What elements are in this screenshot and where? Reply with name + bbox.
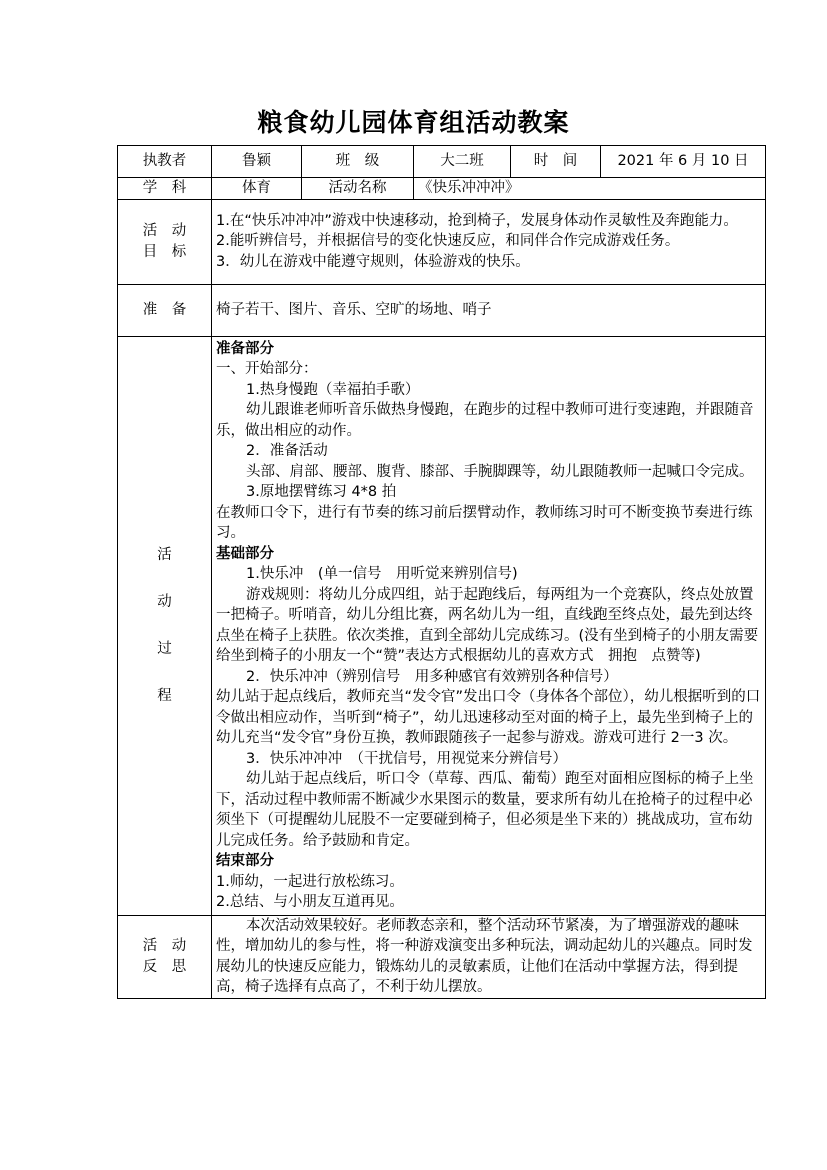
goal-item: 1.在“快乐冲冲冲”游戏中快速移动，抢到椅子，发展身体动作灵敏性及奔跑能力。	[216, 212, 738, 229]
process-label-char: 动	[157, 594, 172, 610]
table-row-header-info	[118, 146, 766, 178]
teacher-value: 鲁颖	[212, 146, 302, 178]
time-label: 时 间	[511, 146, 601, 178]
step-text: 游戏规则：将幼儿分成四组，站于起跑线后，每两组为一个竞赛队，终点处放置一把椅子。听哨音，幼儿分组比赛，两名幼儿为一组，直线跑至终点处，最先到达终点坐在椅子上获胜。依次类推，直到全部幼儿完成练习。(没有坐到椅子的小朋友需要给坐到椅子的小朋友一个“赞”表达方式根据幼儿的喜欢方式 拥抱 点赞等)	[216, 586, 759, 664]
prep-content: 椅子若干、图片、音乐、空旷的场地、哨子	[212, 284, 766, 336]
process-label-char: 过	[157, 641, 172, 657]
teacher-label: 执教者	[118, 146, 212, 178]
step-text: 幼儿站于起点线后，听口令（草莓、西瓜、葡萄）跑至对面相应图标的椅子上坐下，活动过程中教师需不断减少水果图示的数量，要求所有幼儿在抢椅子的过程中必须坐下（可提醒幼儿屁股不一定要碰到椅子，但必须是坐下来的）挑战成功，宣布幼儿完成任务。给予鼓励和肯定。	[216, 771, 754, 849]
goals-label	[118, 199, 212, 284]
table-row-process	[118, 336, 766, 915]
process-label	[118, 336, 212, 915]
goal-item: 2.能听辨信号，并根据信号的变化快速反应，和同伴合作完成游戏任务。	[216, 233, 680, 250]
section-title: 结束部分	[216, 853, 274, 869]
goals-content	[212, 199, 766, 284]
subject-value: 体育	[212, 178, 302, 200]
reflection-content: 本次活动效果较好。老师教态亲和，整个活动环节紧凑，为了增强游戏的趣味性，增加幼儿的参与性，将一种游戏演变出多种玩法，调动起幼儿的兴趣点。同时发展幼儿的快速反应能力，锻炼幼儿的灵敏素质，让他们在活动中掌握方法，得到提高，椅子选择有点高了，不利于幼儿摆放。	[212, 915, 766, 998]
process-label-char: 程	[157, 688, 172, 704]
goals-label-line2: 目 标	[142, 243, 187, 260]
step-text: 2.总结、与小朋友互道再见。	[216, 894, 404, 910]
date-value: 2021 年 6 月 10 日	[601, 146, 766, 178]
page-title: 粮食幼儿园体育组活动教案	[257, 108, 570, 137]
step-text: 在教师口令下，进行有节奏的练习前后摆臂动作，教师练习时可不断变换节奏进行练习。	[216, 504, 753, 541]
reflection-label-line2: 反 思	[142, 958, 187, 975]
class-label: 班 级	[302, 146, 414, 178]
step-title: 1.热身慢跑（幸福拍手歌）	[246, 381, 420, 398]
step-title: 2．准备活动	[246, 443, 328, 459]
table-row-subject	[118, 178, 766, 200]
goals-label-line1: 活 动	[142, 223, 187, 239]
step-text: 幼儿站于起点线后，教师充当“发令官”发出口令（身体各个部位），幼儿根据听到的口令做出相应动作，当听到“椅子”，幼儿迅速移动至对面的椅子上，最先坐到椅子上的幼儿充当“发令官”身份互换，教师跟随孩子一起参与游戏。游戏可进行 2一3 次。	[216, 689, 761, 746]
activity-name-value: 《快乐冲冲冲》	[414, 178, 766, 200]
reflection-label-line1: 活 动	[142, 938, 187, 954]
class-value: 大二班	[414, 146, 511, 178]
step-text: 头部、肩部、腰部、腹背、膝部、手腕脚踝等，幼儿跟随教师一起喊口令完成。	[246, 463, 754, 480]
activity-name-label: 活动名称	[302, 178, 414, 200]
step-title: 3．快乐冲冲冲 （干扰信号，用视觉来分辨信号）	[246, 750, 567, 767]
step-title: 3.原地摆臂练习 4*8 拍	[246, 484, 397, 500]
step-text: 幼儿跟谁老师听音乐做热身慢跑，在跑步的过程中教师可进行变速跑，并跟随音乐，做出相应的动作。	[216, 402, 754, 439]
table-row-reflection	[118, 915, 766, 998]
section-subtitle: 一、开始部分：	[216, 361, 318, 377]
subject-label: 学 科	[118, 178, 212, 200]
step-title: 2．快乐冲冲（辨别信号 用多种感官有效辨别各种信号）	[246, 668, 618, 685]
goal-item: 3．幼儿在游戏中能遵守规则，体验游戏的快乐。	[216, 253, 530, 270]
process-content	[212, 336, 766, 915]
process-label-char: 活	[157, 547, 172, 563]
section-title: 基础部分	[216, 545, 274, 562]
table-row-preparation	[118, 284, 766, 336]
lesson-plan-table	[117, 145, 766, 999]
table-row-goals	[118, 199, 766, 284]
prep-label: 准 备	[118, 284, 212, 336]
step-title: 1.快乐冲 (单一信号 用听觉来辨别信号)	[246, 566, 518, 582]
reflection-label	[118, 915, 212, 998]
step-text: 1.师幼，一起进行放松练习。	[216, 873, 404, 890]
section-title: 准备部分	[216, 340, 274, 357]
